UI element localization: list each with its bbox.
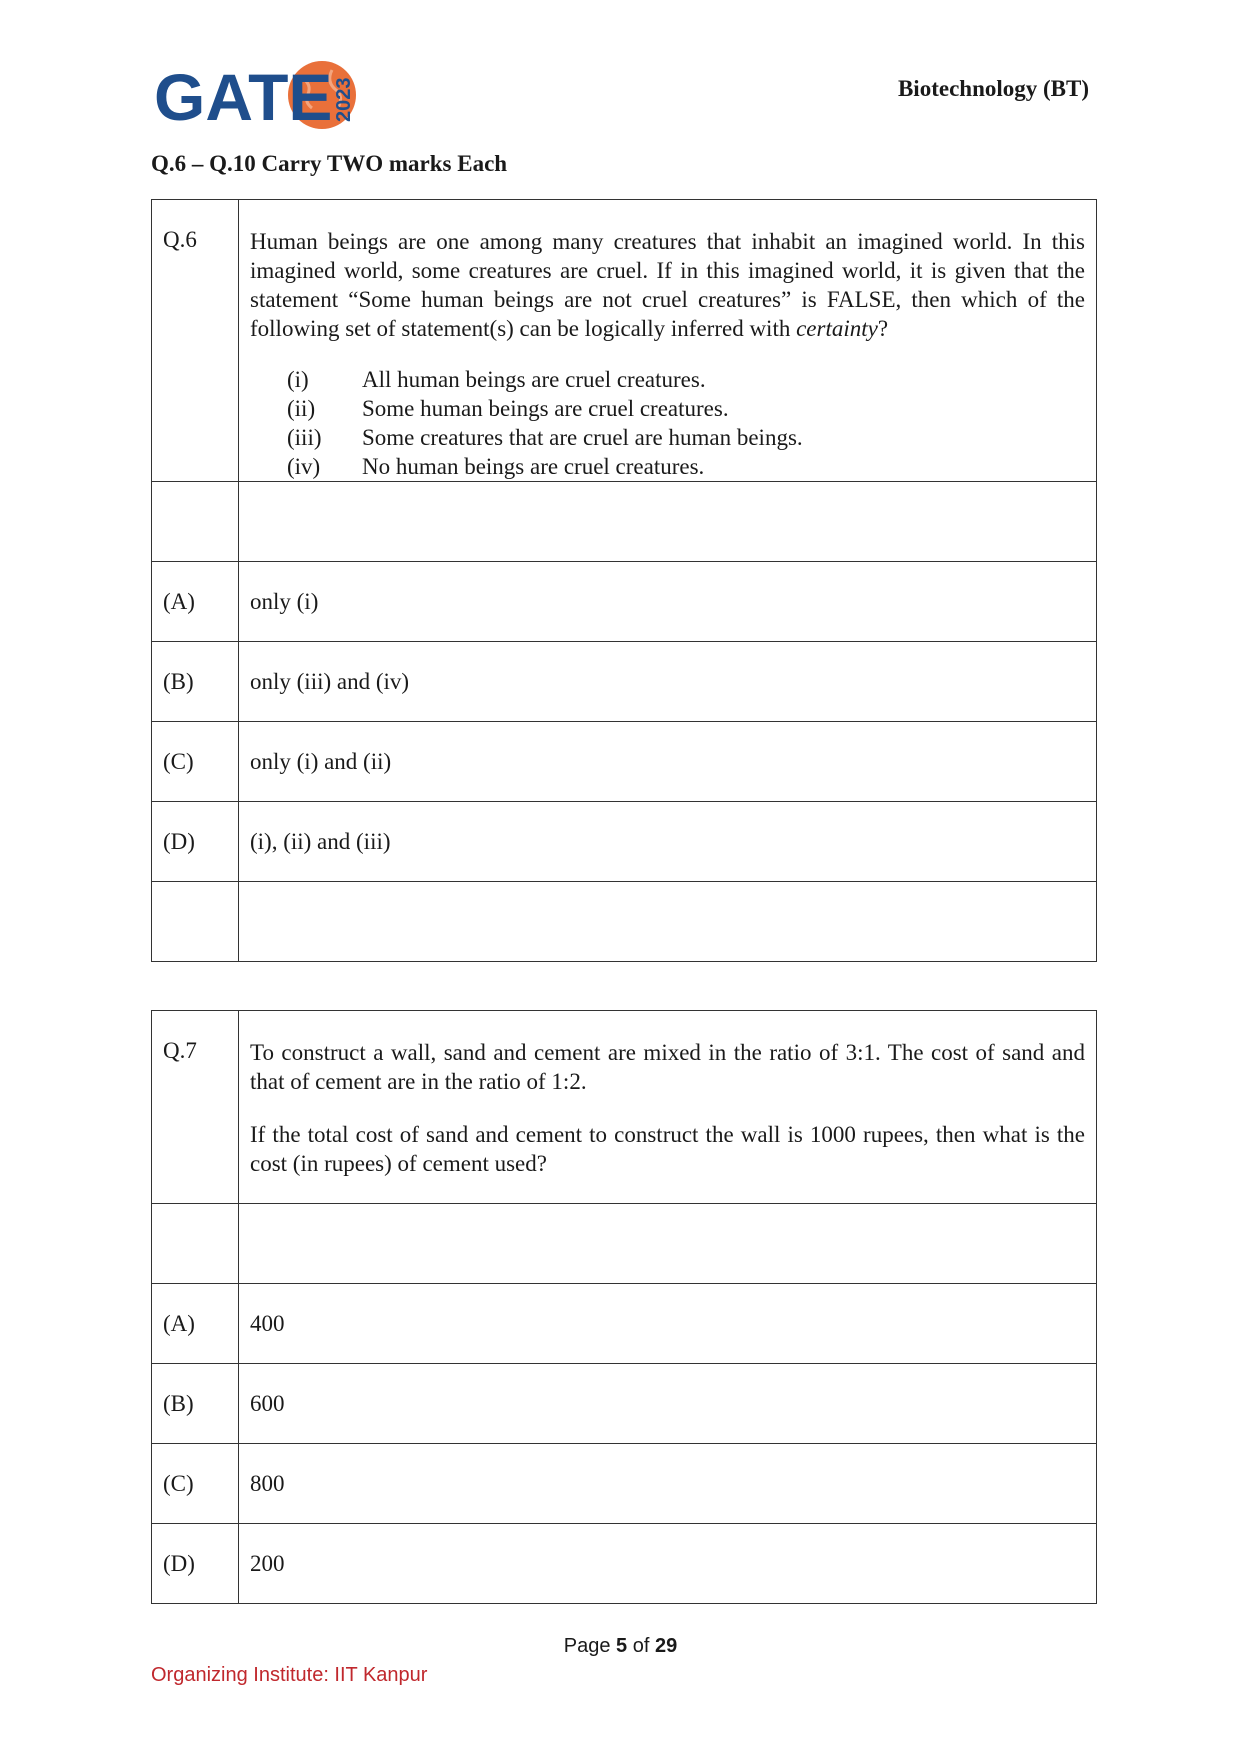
option-label: (B) [152,1364,239,1444]
option-text: (i), (ii) and (iii) [239,802,1097,882]
statement-list [287,365,1085,481]
blank-row [152,1204,1097,1284]
option-text: 800 [239,1444,1097,1524]
statement-item: (i) All human beings are cruel creatures. [287,367,706,392]
stem-text: Human beings are one among many creatures that inhabit an imagined world. In this imagined world, some creatures are cruel. If in this imagined world, it is given that the statement “Some human beings are not cruel creatures” is FALSE, then which of the following set of statement(s) can be logically inferred with [250,229,1085,341]
option-label: (D) [152,802,239,882]
option-row [152,562,1097,642]
option-row [152,802,1097,882]
option-label: (D) [152,1524,239,1604]
gate-2023-logo [152,58,362,132]
stem-end: ? [877,316,889,341]
stem-paragraph: To construct a wall, sand and cement are mixed in the ratio of 3:1. The cost of sand and that of cement are in the ratio of 1:2. [250,1040,1085,1094]
option-text: 600 [239,1364,1097,1444]
option-row [152,1444,1097,1524]
option-row [152,722,1097,802]
option-label: (B) [152,642,239,722]
option-row [152,1284,1097,1364]
question-number: Q.6 [152,200,239,482]
option-text: only (i) and (ii) [239,722,1097,802]
option-label: (A) [152,562,239,642]
statement-item: (iv) No human beings are cruel creatures. [287,454,705,479]
svg-text:2023: 2023 [333,77,355,122]
question-number: Q.7 [152,1011,239,1204]
page-number: Page 5 of 29 [563,1635,678,1657]
option-row [152,1364,1097,1444]
statement-item: (iii) Some creatures that are cruel are human beings. [287,425,803,450]
blank-row [152,882,1097,962]
option-text: 200 [239,1524,1097,1604]
question-stem [239,1011,1097,1204]
question-stem [239,200,1097,482]
svg-text:GATE: GATE [154,60,333,132]
option-label: (C) [152,722,239,802]
organizer-footer: Organizing Institute: IIT Kanpur [151,1664,428,1686]
blank-row [152,482,1097,562]
option-text: only (iii) and (iv) [239,642,1097,722]
option-label: (A) [152,1284,239,1364]
section-title: Q.6 – Q.10 Carry TWO marks Each [151,151,508,176]
option-text: 400 [239,1284,1097,1364]
option-label: (C) [152,1444,239,1524]
question-7-table [151,1010,1097,1604]
option-text: only (i) [239,562,1097,642]
statement-item: (ii) Some human beings are cruel creatures. [287,396,729,421]
stem-emphasis: certainty [796,316,878,341]
stem-paragraph: If the total cost of sand and cement to construct the wall is 1000 rupees, then what is the cost (in rupees) of cement used? [250,1122,1085,1176]
subject-title: Biotechnology (BT) [897,76,1089,101]
option-row [152,1524,1097,1604]
question-6-table [151,199,1097,962]
option-row [152,642,1097,722]
